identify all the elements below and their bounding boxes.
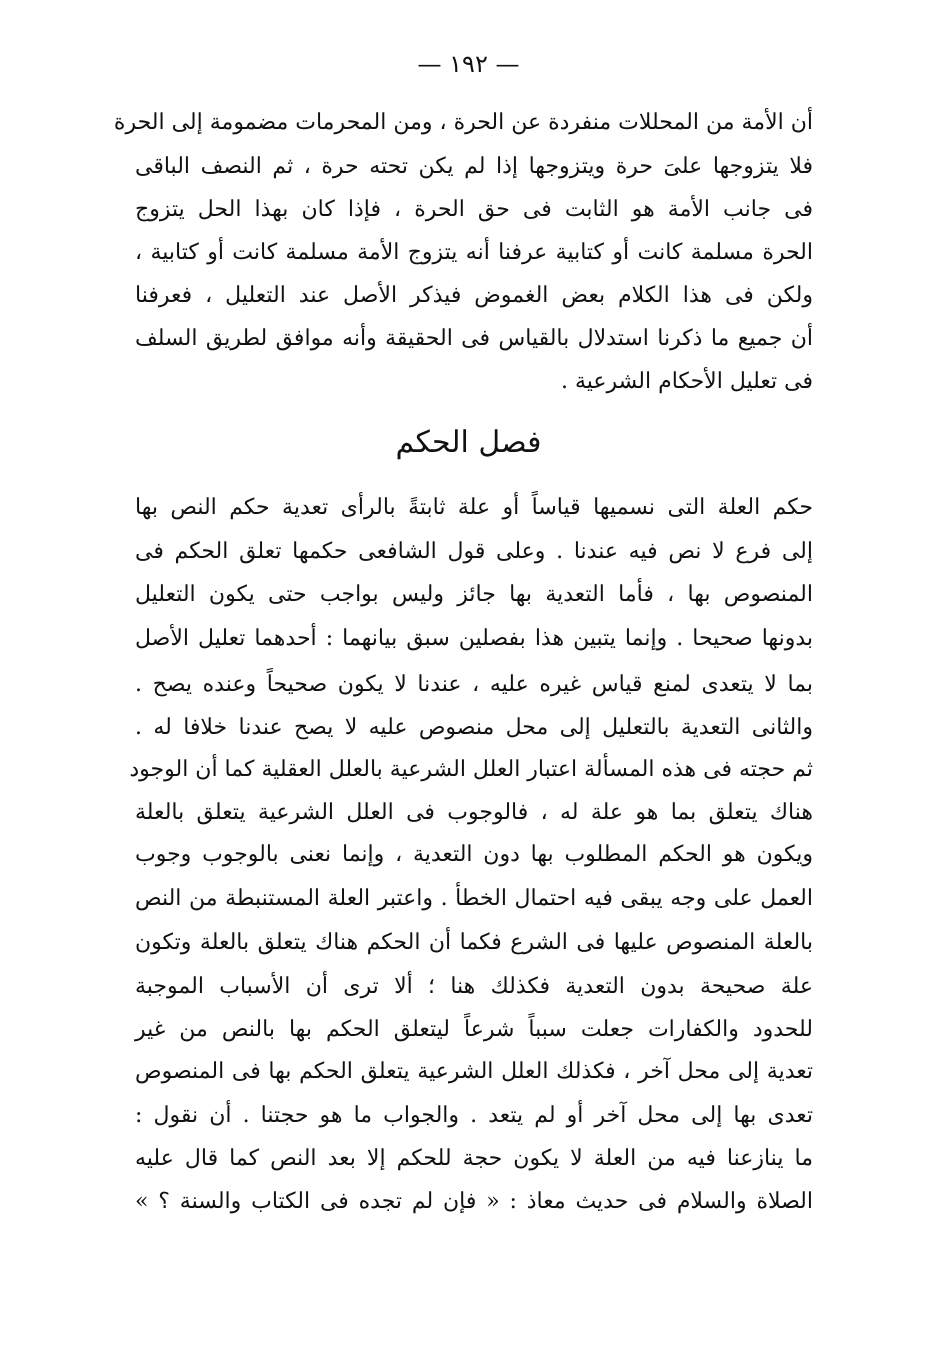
text-line: المنصوص بها ، فأما التعدية بها جائز وليس بواجب حتى يكون التعليل	[135, 582, 813, 607]
text-line: الحرة مسلمة كانت أو كتابية عرفنا أنه يتزوج الأمة مسلمة كانت أو كتابية ،	[135, 240, 813, 265]
text-line: والثانى التعدية بالتعليل إلى محل منصوص عليه لا يصح عندنا خلافا له .	[135, 715, 813, 740]
text-line: بدونها صحيحا . وإنما يتبين هذا بفصلين سبق بيانهما : أحدهما تعليل الأصل	[135, 626, 813, 651]
text-line: للحدود والكفارات جعلت سبباً شرعاً ليتعلق الحكم بها بالنص من غير	[135, 1017, 813, 1042]
text-line: بالعلة المنصوص عليها فى الشرع فكما أن الحكم هناك يتعلق بالعلة وتكون	[135, 930, 813, 955]
text-line: فى جانب الأمة هو الثابت فى حق الحرة ، فإذا كان بهذا الحل يتزوج	[135, 197, 813, 222]
text-line: ويكون هو الحكم المطلوب بها دون التعدية ، وإنما نعنى بالوجوب وجوب	[135, 842, 813, 867]
text-line: فى تعليل الأحكام الشرعية .	[560, 369, 813, 394]
section-heading: فصل الحكم	[395, 425, 542, 460]
text-line: فلا يتزوجها علىَ حرة ويتزوجها إذا لم يكن تحته حرة ، ثم النصف الباقى	[135, 154, 813, 179]
text-line: هناك يتعلق بما هو علة له ، فالوجوب فى العلل الشرعية يتعلق بالعلة	[135, 800, 813, 825]
text-line: تعدى بها إلى محل آخر أو لم يتعد . والجواب ما هو حجتنا . أن نقول :	[135, 1103, 813, 1128]
text-line: ولكن فى هذا الكلام بعض الغموض فيذكر الأصل عند التعليل ، فعرفنا	[135, 283, 813, 308]
text-line: الصلاة والسلام فى حديث معاذ : « فإن لم تجده فى الكتاب والسنة ؟ »	[135, 1189, 813, 1214]
text-line: أن الأمة من المحللات منفردة عن الحرة ، ومن المحرمات مضمومة إلى الحرة	[113, 110, 813, 135]
text-line: بما لا يتعدى لمنع قياس غيره عليه ، عندنا لا يكون صحيحاً وعنده يصح .	[135, 672, 813, 697]
text-line: ما ينازعنا فيه من العلة لا يكون حجة للحكم إلا بعد النص كما قال عليه	[135, 1146, 813, 1171]
text-line: أن جميع ما ذكرنا استدلال بالقياس فى الحقيقة وأنه موافق لطريق السلف	[135, 326, 813, 351]
text-line: العمل على وجه يبقى فيه احتمال الخطأ . واعتبر العلة المستنبطة من النص	[135, 886, 813, 911]
text-line: ثم حجته فى هذه المسألة اعتبار العلل الشرعية بالعلل العقلية كما أن الوجود	[129, 757, 813, 782]
text-line: إلى فرع لا نص فيه عندنا . وعلى قول الشافعى حكمها تعلق الحكم فى	[135, 539, 813, 564]
text-line: علة صحيحة بدون التعدية فكذلك هنا ؛ ألا ترى أن الأسباب الموجبة	[135, 974, 813, 999]
text-line: حكم العلة التى نسميها قياساً أو علة ثابتةً بالرأى تعدية حكم النص بها	[135, 495, 813, 520]
page-number: — ١٩٢ —	[417, 50, 520, 78]
text-line: تعدية إلى محل آخر ، فكذلك العلل الشرعية يتعلق الحكم بها فى المنصوص	[135, 1059, 813, 1084]
